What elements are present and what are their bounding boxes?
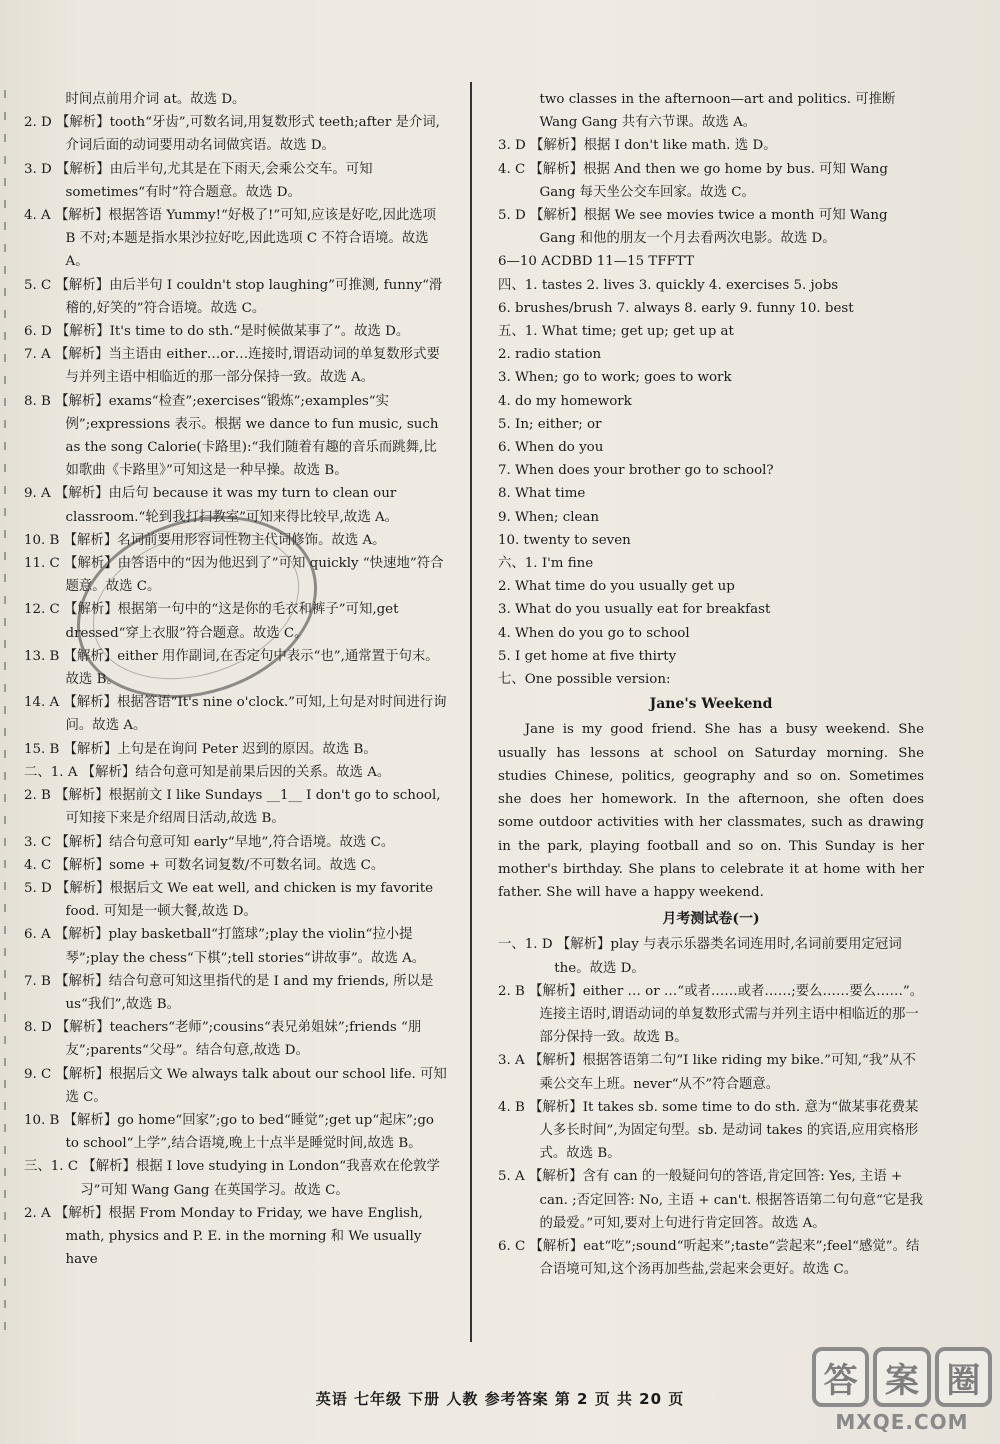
essay-title: Jane's Weekend bbox=[649, 696, 773, 713]
answer-item: 11. C 【解析】由答语中的“因为他迟到了”可知 quickly “快速地”符合题意。故选 C。 bbox=[24, 556, 444, 595]
answer-item: 4. C 【解析】some + 可数名词复数/不可数名词。故选 C。 bbox=[24, 857, 385, 873]
answer-item: two classes in the afternoon—art and politics. 可推断 Wang Gang 共有六节课。故选 A。 bbox=[539, 92, 896, 131]
section-answer-item: 七、One possible version: bbox=[498, 672, 671, 688]
section-answer-item: 一、1. D 【解析】play 与表示乐器类名词连用时,名词前要用定冠词 the。故选 D。 bbox=[498, 937, 902, 976]
answer-item: 7. When does your brother go to school? bbox=[498, 463, 774, 479]
answer-item: 3. When; go to work; goes to work bbox=[498, 370, 732, 386]
answer-item: 12. C 【解析】根据第一句中的“这是你的毛衣和裤子”可知,get dressed“穿上衣服”符合题意。故选 C。 bbox=[24, 602, 399, 641]
answer-item: 13. B 【解析】either 用作副词,在否定句中表示“也”,通常置于句末。故选 B。 bbox=[24, 648, 439, 688]
answer-item: 2. B 【解析】根据前文 I like Sundays __1__ I don't go to school,可知接下来是介绍周日活动,故选 B。 bbox=[24, 788, 441, 827]
column-divider bbox=[470, 82, 472, 1342]
answer-item: 5. In; either; or bbox=[498, 416, 602, 432]
answer-item: 3. D 【解析】根据 I don't like math. 选 D。 bbox=[498, 138, 777, 154]
answer-item: 5. I get home at five thirty bbox=[498, 648, 677, 664]
answer-item: 6. When do you bbox=[498, 440, 604, 456]
answer-item: 2. D 【解析】tooth“牙齿”,可数名词,用复数形式 teeth;after 是介词,介词后面的动词要用动名词做宾语。故选 D。 bbox=[24, 115, 440, 154]
answer-item: 6—10 ACDBD 11—15 TFFTT bbox=[498, 254, 695, 270]
answer-item: 9. A 【解析】由后句 because it was my turn to clean our classroom.“轮到我打扫教室”可知来得比较早,故选 A。 bbox=[24, 486, 399, 525]
answer-item: 8. What time bbox=[498, 486, 586, 502]
answer-item: 4. C 【解析】根据 And then we go home by bus. 可知 Wang Gang 每天坐公交车回家。故选 C。 bbox=[498, 161, 888, 200]
answer-item: 9. C 【解析】根据后文 We always talk about our school life. 可知选 C。 bbox=[24, 1066, 447, 1105]
answer-item: 2. radio station bbox=[498, 347, 602, 363]
answer-item: 2. B 【解析】either … or …“或者……或者……;要么……要么……”。连接主语时,谓语动词的单复数形式需与并列主语中相临近的那一部分保持一致。故选 B。 bbox=[498, 983, 924, 1046]
logo-url: MXQE.COM bbox=[835, 1410, 969, 1434]
logo-glyph: 圈 bbox=[935, 1347, 992, 1407]
answer-item: 5. A 【解析】含有 can 的一般疑问句的答语,肯定回答: Yes, 主语 + can. ;否定回答: No, 主语 + can't. 根据答语第二句句意“它是我的最爱。”可知,要对上句进行肯定回答。故选 A。 bbox=[498, 1169, 924, 1231]
logo-glyph: 案 bbox=[873, 1347, 930, 1407]
answer-item: 10. B 【解析】go home“回家”;go to bed“睡觉”;get up“起床”;go to school“上学”,结合语境,晚上十点半是睡觉时间,故选 B。 bbox=[24, 1112, 434, 1152]
answer-item: 4. do my homework bbox=[498, 393, 632, 409]
answer-item: 4. When do you go to school bbox=[498, 625, 690, 641]
answer-item: 15. B 【解析】上句是在询问 Peter 迟到的原因。故选 B。 bbox=[24, 741, 377, 757]
section-answer-item: 三、1. C 【解析】根据 I love studying in London“我喜欢在伦敦学习”可知 Wang Gang 在英国学习。故选 C。 bbox=[24, 1159, 440, 1198]
watermark-logo bbox=[812, 1346, 992, 1438]
essay-paragraph: Jane is my good friend. She has a busy weekend. She usually has lessons at school on Saturday morning. She studies Chinese, politics, geography and so on. Sometimes she does her homework. In the afternoon, she often does some outdoor activities with her classmates, such as drawing in the park, playing football and so on. This Sunday is her mother's birthday. She plans to celebrate it at home with her father. She will have a happy weekend. bbox=[498, 722, 924, 900]
answer-item: 3. D 【解析】由后半句,尤其是在下雨天,会乘公交车。可知 sometimes“有时”符合题意。故选 D。 bbox=[24, 161, 373, 200]
section-heading: 月考测试卷(一) bbox=[662, 911, 760, 928]
right-column bbox=[498, 88, 924, 1281]
answer-item: 3. A 【解析】根据答语第二句“I like riding my bike.”可知,“我”从不乘公交车上班。never“从不”符合题意。 bbox=[498, 1053, 916, 1092]
answer-item: 7. A 【解析】当主语由 either…or…连接时,谓语动词的单复数形式要与并列主语中相临近的那一部分保持一致。故选 A。 bbox=[24, 347, 440, 386]
section-answer-item: 二、1. A 【解析】结合句意可知是前果后因的关系。故选 A。 bbox=[24, 764, 391, 780]
answer-item: 10. twenty to seven bbox=[498, 532, 631, 548]
answer-item: 时间点前用介词 at。故选 D。 bbox=[65, 92, 246, 107]
answer-item: 2. What time do you usually get up bbox=[498, 579, 735, 595]
answer-item: 3. What do you usually eat for breakfast bbox=[498, 602, 771, 618]
answer-item: 5. C 【解析】由后半句 I couldn't stop laughing”可推测, funny“滑稽的,好笑的”符合语境。故选 C。 bbox=[24, 277, 443, 316]
answer-item: 7. B 【解析】结合句意可知这里指代的是 I and my friends, 所以是 us“我们”,故选 B。 bbox=[24, 973, 434, 1012]
answer-item: 6. D 【解析】It's time to do sth.“是时候做某事了”。故选 D。 bbox=[24, 324, 410, 340]
section-answer-item: 五、1. What time; get up; get up at bbox=[498, 324, 734, 340]
answer-item: 8. D 【解析】teachers“老师”;cousins“表兄弟姐妹”;friends “朋友”;parents“父母”。结合句意,故选 D。 bbox=[24, 1020, 422, 1059]
binding-edge bbox=[4, 90, 6, 1340]
answer-item: 10. B 【解析】名词前要用形容词性物主代词修饰。故选 A。 bbox=[24, 532, 386, 548]
answer-item: 5. D 【解析】根据 We see movies twice a month 可知 Wang Gang 和他的朋友一个月去看两次电影。故选 D。 bbox=[498, 208, 888, 247]
answer-item: 4. B 【解析】It takes sb. some time to do sth. 意为“做某事花费某人多长时间”,为固定句型。sb. 是动词 takes 的宾语,应用宾格形式。故选 B。 bbox=[498, 1099, 919, 1162]
answer-item: 9. When; clean bbox=[498, 509, 600, 525]
section-answer-item: 四、1. tastes 2. lives 3. quickly 4. exercises 5. jobs bbox=[498, 277, 839, 293]
answer-item: 2. A 【解析】根据 From Monday to Friday, we have English, math, physics and P. E. in the morning 和 We usually have bbox=[24, 1205, 423, 1268]
answer-item: 6. C 【解析】eat“吃”;sound“听起来”;taste“尝起来”;feel“感觉”。结合语境可知,这个汤再加些盐,尝起来会更好。故选 C。 bbox=[498, 1238, 920, 1278]
answer-item: 4. A 【解析】根据答语 Yummy!“好极了!”可知,应该是好吃,因此选项 B 不对;本题是指水果沙拉好吃,因此选项 C 不符合语境。故选 A。 bbox=[24, 208, 437, 270]
answer-item: 6. brushes/brush 7. always 8. early 9. funny 10. best bbox=[498, 300, 854, 316]
answer-item: 14. A 【解析】根据答语“It's nine o'clock.”可知,上句是对时间进行询问。故选 A。 bbox=[24, 695, 447, 734]
page-footer: 英语 七年级 下册 人教 参考答案 第 2 页 共 20 页 bbox=[315, 1390, 685, 1408]
answer-item: 5. D 【解析】根据后文 We eat well, and chicken is my favorite food. 可知是一顿大餐,故选 D。 bbox=[24, 880, 434, 920]
answer-item: 6. A 【解析】play basketball“打篮球”;play the violin“拉小提琴”;play the chess“下棋”;tell stories“讲故事”。故选 A。 bbox=[24, 927, 426, 966]
logo-glyph: 答 bbox=[812, 1347, 869, 1407]
answer-item: 3. C 【解析】结合句意可知 early“早地”,符合语境。故选 C。 bbox=[24, 834, 395, 850]
answer-item: 8. B 【解析】exams“检查”;exercises“锻炼”;examples“实例”;expressions 表示。根据 we dance to fun music, such as the song Calorie(卡路里):“我们随着有趣的音乐而跳舞,比如歌曲《卡路里》”可知这是一种早操。故选 B。 bbox=[24, 393, 439, 479]
section-answer-item: 六、1. I'm fine bbox=[498, 556, 594, 572]
